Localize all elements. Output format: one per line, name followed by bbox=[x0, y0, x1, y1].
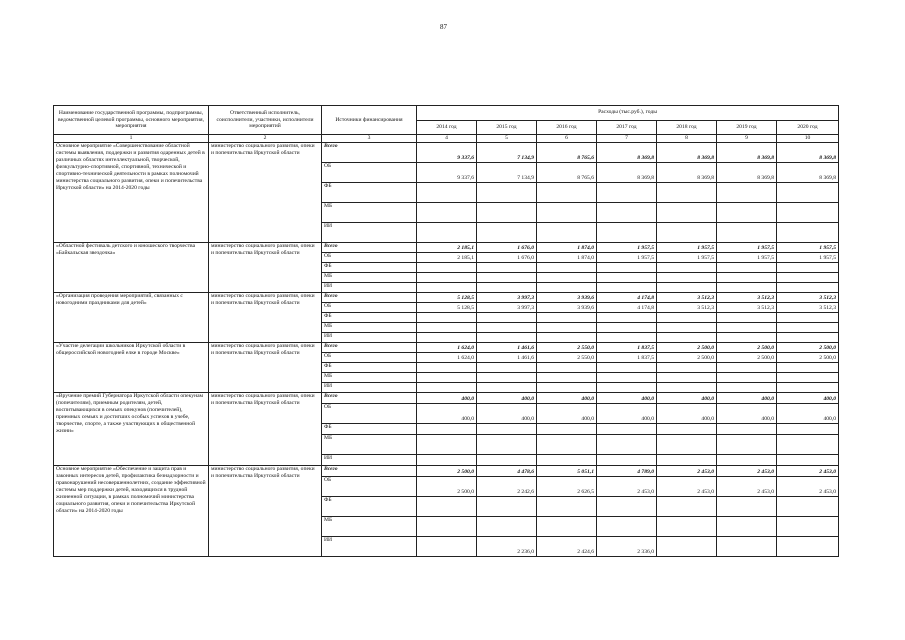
value-cell: 2 500,0 bbox=[417, 465, 477, 476]
value-cell bbox=[597, 362, 657, 372]
value-cell bbox=[717, 322, 777, 332]
value-cell: 2 453,0 bbox=[717, 476, 777, 496]
value-cell: 1 837,5 bbox=[597, 342, 657, 352]
column-number: 7 bbox=[597, 135, 657, 143]
value-cell: 1 957,5 bbox=[777, 242, 839, 252]
value-cell: 2 336,0 bbox=[597, 536, 657, 556]
value-cell: 1 874,0 bbox=[537, 252, 597, 262]
value-cell: 2 500,0 bbox=[717, 352, 777, 362]
value-cell: 2 550,0 bbox=[537, 342, 597, 352]
value-cell: 400,0 bbox=[537, 403, 597, 423]
value-cell bbox=[537, 322, 597, 332]
value-cell bbox=[417, 312, 477, 322]
value-cell: 3 512,3 bbox=[777, 302, 839, 312]
value-cell bbox=[777, 536, 839, 556]
value-cell: 8 369,8 bbox=[717, 162, 777, 182]
value-cell: 5 128,5 bbox=[417, 302, 477, 312]
year-header: 2020 год bbox=[777, 120, 839, 135]
funding-source: МБ bbox=[322, 372, 417, 382]
value-cell bbox=[537, 202, 597, 222]
header-name: Наименование государственной программы, подпрограммы, ведомственной целевой программы, основного мероприятия, мероприятия bbox=[54, 106, 209, 135]
column-number: 10 bbox=[777, 135, 839, 143]
value-cell: 2 500,0 bbox=[777, 342, 839, 352]
value-cell bbox=[477, 454, 537, 465]
value-cell bbox=[417, 202, 477, 222]
value-cell: 1 461,6 bbox=[477, 342, 537, 352]
value-cell: 400,0 bbox=[717, 403, 777, 423]
value-cell bbox=[717, 282, 777, 292]
value-cell bbox=[477, 516, 537, 536]
value-cell bbox=[537, 496, 597, 516]
value-cell bbox=[477, 372, 537, 382]
value-cell bbox=[477, 312, 537, 322]
value-cell bbox=[417, 372, 477, 382]
value-cell bbox=[597, 262, 657, 272]
value-cell bbox=[777, 322, 839, 332]
funding-source: Всего bbox=[322, 465, 417, 476]
value-cell: 2 550,0 bbox=[537, 352, 597, 362]
value-cell bbox=[657, 222, 717, 242]
value-cell bbox=[657, 312, 717, 322]
funding-source: ИИ bbox=[322, 454, 417, 465]
value-cell: 1 624,0 bbox=[417, 342, 477, 352]
value-cell bbox=[717, 423, 777, 434]
value-cell bbox=[597, 434, 657, 454]
value-cell bbox=[777, 282, 839, 292]
value-cell: 1 624,0 bbox=[417, 352, 477, 362]
funding-source: Всего bbox=[322, 242, 417, 252]
table-row bbox=[54, 342, 839, 352]
value-cell bbox=[537, 222, 597, 242]
value-cell bbox=[717, 262, 777, 272]
funding-source: Всего bbox=[322, 342, 417, 352]
value-cell bbox=[537, 262, 597, 272]
funding-source: ФБ bbox=[322, 423, 417, 434]
value-cell bbox=[597, 516, 657, 536]
value-cell bbox=[717, 496, 777, 516]
value-cell: 3 512,3 bbox=[657, 292, 717, 302]
value-cell bbox=[717, 516, 777, 536]
value-cell bbox=[717, 222, 777, 242]
value-cell bbox=[777, 372, 839, 382]
value-cell bbox=[477, 202, 537, 222]
value-cell: 1 676,0 bbox=[477, 252, 537, 262]
value-cell: 400,0 bbox=[477, 403, 537, 423]
value-cell bbox=[477, 332, 537, 342]
value-cell bbox=[777, 496, 839, 516]
value-cell bbox=[657, 332, 717, 342]
value-cell: 400,0 bbox=[537, 392, 597, 403]
funding-source: МБ bbox=[322, 516, 417, 536]
value-cell: 2 500,0 bbox=[777, 352, 839, 362]
measure-name: «Областной фестиваль детского и юношеского творчества «Байкальская звездочка» bbox=[54, 242, 209, 292]
value-cell: 400,0 bbox=[417, 392, 477, 403]
value-cell: 4 174,8 bbox=[597, 292, 657, 302]
value-cell: 1 957,5 bbox=[657, 252, 717, 262]
table-row bbox=[54, 292, 839, 302]
value-cell: 3 939,6 bbox=[537, 302, 597, 312]
year-header: 2017 год bbox=[597, 120, 657, 135]
value-cell bbox=[537, 454, 597, 465]
funding-source: МБ bbox=[322, 434, 417, 454]
value-cell bbox=[597, 322, 657, 332]
value-cell: 3 997,3 bbox=[477, 302, 537, 312]
value-cell bbox=[477, 182, 537, 202]
value-cell bbox=[477, 222, 537, 242]
value-cell: 1 837,5 bbox=[597, 352, 657, 362]
value-cell bbox=[777, 434, 839, 454]
value-cell: 7 134,9 bbox=[477, 162, 537, 182]
value-cell bbox=[717, 272, 777, 282]
value-cell bbox=[477, 362, 537, 372]
value-cell: 8 765,6 bbox=[537, 162, 597, 182]
value-cell: 400,0 bbox=[597, 392, 657, 403]
value-cell bbox=[417, 516, 477, 536]
value-cell: 8 765,6 bbox=[537, 142, 597, 162]
value-cell bbox=[597, 496, 657, 516]
value-cell: 8 369,8 bbox=[657, 162, 717, 182]
table-row bbox=[54, 465, 839, 476]
value-cell bbox=[777, 222, 839, 242]
value-cell: 3 512,3 bbox=[777, 292, 839, 302]
value-cell: 2 453,0 bbox=[717, 465, 777, 476]
value-cell: 2 500,0 bbox=[417, 476, 477, 496]
value-cell bbox=[537, 272, 597, 282]
value-cell: 1 957,5 bbox=[657, 242, 717, 252]
executor: министерство социального развития, опеки и попечительства Иркутской области bbox=[209, 342, 322, 392]
value-cell bbox=[537, 282, 597, 292]
value-cell: 400,0 bbox=[777, 403, 839, 423]
value-cell bbox=[597, 272, 657, 282]
value-cell bbox=[717, 312, 777, 322]
year-header: 2015 год bbox=[477, 120, 537, 135]
executor: министерство социального развития, опеки и попечительства Иркутской области bbox=[209, 242, 322, 292]
value-cell: 400,0 bbox=[417, 403, 477, 423]
column-number: 4 bbox=[417, 135, 477, 143]
page-number: 87 bbox=[440, 23, 447, 31]
value-cell bbox=[417, 362, 477, 372]
funding-source: ФБ bbox=[322, 496, 417, 516]
value-cell bbox=[477, 496, 537, 516]
value-cell: 2 500,0 bbox=[657, 342, 717, 352]
value-cell: 2 500,0 bbox=[657, 352, 717, 362]
value-cell: 9 337,6 bbox=[417, 162, 477, 182]
value-cell bbox=[477, 382, 537, 392]
funding-source: МБ bbox=[322, 202, 417, 222]
value-cell bbox=[777, 202, 839, 222]
funding-source: Всего bbox=[322, 392, 417, 403]
value-cell bbox=[597, 312, 657, 322]
value-cell: 8 369,8 bbox=[597, 162, 657, 182]
funding-source: ИИ bbox=[322, 222, 417, 242]
table-row bbox=[54, 142, 839, 162]
column-number: 2 bbox=[209, 135, 322, 143]
value-cell bbox=[537, 312, 597, 322]
value-cell bbox=[657, 372, 717, 382]
value-cell bbox=[657, 282, 717, 292]
value-cell: 1 461,6 bbox=[477, 352, 537, 362]
value-cell bbox=[597, 332, 657, 342]
value-cell bbox=[537, 423, 597, 434]
value-cell bbox=[537, 516, 597, 536]
value-cell bbox=[477, 272, 537, 282]
value-cell: 8 369,8 bbox=[657, 142, 717, 162]
value-cell: 1 957,5 bbox=[717, 242, 777, 252]
funding-source: ФБ bbox=[322, 312, 417, 322]
measure-name: Основное мероприятие «Совершенствование областной системы выявления, поддержки и развития одаренных детей в различных областях интеллектуальной, творческой, физкультурно-спортивной, спортивной, технической и спортивно-технической деятельности в рамках полномочий министерства социального развития, опеки и попечительства Иркутской области» на 2014-2020 годы bbox=[54, 142, 209, 242]
value-cell bbox=[537, 434, 597, 454]
value-cell: 8 369,8 bbox=[597, 142, 657, 162]
column-number: 3 bbox=[322, 135, 417, 143]
funding-source: ОБ bbox=[322, 403, 417, 423]
column-number: 5 bbox=[477, 135, 537, 143]
value-cell bbox=[657, 202, 717, 222]
value-cell bbox=[417, 496, 477, 516]
value-cell: 400,0 bbox=[477, 392, 537, 403]
value-cell: 2 185,1 bbox=[417, 252, 477, 262]
year-header: 2018 год bbox=[657, 120, 717, 135]
measure-name: «Организация проведения мероприятий, связанных с новогодними праздниками для детей» bbox=[54, 292, 209, 342]
funding-source: ФБ bbox=[322, 362, 417, 372]
value-cell: 1 957,5 bbox=[597, 242, 657, 252]
value-cell bbox=[597, 423, 657, 434]
value-cell bbox=[657, 536, 717, 556]
value-cell: 400,0 bbox=[657, 392, 717, 403]
value-cell bbox=[777, 423, 839, 434]
value-cell bbox=[477, 262, 537, 272]
value-cell bbox=[657, 454, 717, 465]
value-cell bbox=[477, 282, 537, 292]
value-cell: 3 512,3 bbox=[717, 302, 777, 312]
value-cell: 7 134,9 bbox=[477, 142, 537, 162]
value-cell bbox=[417, 434, 477, 454]
value-cell bbox=[717, 332, 777, 342]
funding-source: Всего bbox=[322, 142, 417, 162]
year-header: 2016 год bbox=[537, 120, 597, 135]
value-cell bbox=[657, 272, 717, 282]
value-cell: 400,0 bbox=[597, 403, 657, 423]
value-cell bbox=[777, 454, 839, 465]
value-cell: 2 500,0 bbox=[717, 342, 777, 352]
value-cell bbox=[597, 372, 657, 382]
value-cell: 1 957,5 bbox=[777, 252, 839, 262]
value-cell bbox=[657, 423, 717, 434]
value-cell bbox=[537, 332, 597, 342]
value-cell bbox=[597, 202, 657, 222]
funding-source: ИИ bbox=[322, 282, 417, 292]
measure-name: Основное мероприятие «Обеспечение и защита прав и законных интересов детей, профилактика безнадзорности и правонарушений несовершеннолетних, создание эффективной системы мер поддержки детей, находящихся в трудной жизненной ситуации, в рамках полномочий министерства социального развития, опеки и попечительства Иркутской области» на 2014-2020 годы bbox=[54, 465, 209, 556]
value-cell bbox=[537, 362, 597, 372]
value-cell bbox=[417, 382, 477, 392]
value-cell bbox=[657, 182, 717, 202]
column-number: 9 bbox=[717, 135, 777, 143]
executor: министерство социального развития, опеки и попечительства Иркутской области bbox=[209, 392, 322, 465]
funding-source: Всего bbox=[322, 292, 417, 302]
value-cell bbox=[717, 202, 777, 222]
value-cell bbox=[597, 282, 657, 292]
value-cell: 3 939,6 bbox=[537, 292, 597, 302]
value-cell bbox=[417, 423, 477, 434]
value-cell bbox=[717, 182, 777, 202]
column-number: 1 bbox=[54, 135, 209, 143]
value-cell bbox=[717, 382, 777, 392]
value-cell: 4 174,8 bbox=[597, 302, 657, 312]
header-executor: Ответственный исполнитель, соисполнители, участники, исполнители мероприятий bbox=[209, 106, 322, 135]
measure-name: «Участие делегации школьников Иркутской области в общероссийской новогодней елке в городе Москве» bbox=[54, 342, 209, 392]
value-cell: 1 957,5 bbox=[597, 252, 657, 262]
header-expenses: Расходы (тыс.руб.), годы bbox=[417, 106, 839, 121]
value-cell: 2 453,0 bbox=[657, 476, 717, 496]
value-cell bbox=[777, 262, 839, 272]
executor: министерство социального развития, опеки и попечительства Иркутской области bbox=[209, 292, 322, 342]
value-cell: 4 789,0 bbox=[597, 465, 657, 476]
value-cell bbox=[777, 382, 839, 392]
value-cell bbox=[417, 536, 477, 556]
value-cell bbox=[657, 322, 717, 332]
value-cell bbox=[597, 182, 657, 202]
value-cell: 1 676,0 bbox=[477, 242, 537, 252]
value-cell bbox=[477, 423, 537, 434]
year-header: 2014 год bbox=[417, 120, 477, 135]
funding-source: ИИ bbox=[322, 332, 417, 342]
value-cell bbox=[417, 332, 477, 342]
measure-name: «Вручение премий Губернатора Иркутской области опекунам (попечителям), приемным родителям, детей, воспитывающихся в семьях опекунов (попечителей), приемных семьях и достигших особых успехов в учебе, творчестве, спорте, а также участвующих в общественной жизни» bbox=[54, 392, 209, 465]
value-cell: 9 337,6 bbox=[417, 142, 477, 162]
funding-source: ФБ bbox=[322, 182, 417, 202]
value-cell bbox=[657, 496, 717, 516]
value-cell bbox=[417, 262, 477, 272]
value-cell: 5 128,5 bbox=[417, 292, 477, 302]
value-cell bbox=[417, 182, 477, 202]
value-cell bbox=[417, 222, 477, 242]
value-cell: 400,0 bbox=[777, 392, 839, 403]
value-cell: 8 369,8 bbox=[777, 142, 839, 162]
funding-source: ОБ bbox=[322, 302, 417, 312]
funding-source: ИИ bbox=[322, 536, 417, 556]
value-cell bbox=[717, 362, 777, 372]
funding-source: ОБ bbox=[322, 252, 417, 262]
value-cell bbox=[477, 434, 537, 454]
value-cell bbox=[417, 454, 477, 465]
value-cell bbox=[537, 182, 597, 202]
table-row bbox=[54, 392, 839, 403]
value-cell: 5 051,1 bbox=[537, 465, 597, 476]
value-cell bbox=[777, 362, 839, 372]
value-cell bbox=[717, 536, 777, 556]
column-number: 6 bbox=[537, 135, 597, 143]
value-cell bbox=[777, 516, 839, 536]
funding-source: МБ bbox=[322, 322, 417, 332]
value-cell bbox=[777, 312, 839, 322]
table-row bbox=[54, 242, 839, 252]
value-cell: 400,0 bbox=[717, 392, 777, 403]
executor: министерство социального развития, опеки и попечительства Иркутской области bbox=[209, 465, 322, 556]
value-cell bbox=[777, 332, 839, 342]
header-source: Источники финансирования bbox=[322, 106, 417, 135]
funding-source: ФБ bbox=[322, 262, 417, 272]
funding-source: ОБ bbox=[322, 352, 417, 362]
value-cell bbox=[537, 372, 597, 382]
funding-source: ИИ bbox=[322, 382, 417, 392]
value-cell bbox=[657, 516, 717, 536]
value-cell bbox=[657, 362, 717, 372]
value-cell bbox=[417, 282, 477, 292]
value-cell: 1 874,0 bbox=[537, 242, 597, 252]
value-cell bbox=[597, 454, 657, 465]
value-cell bbox=[657, 382, 717, 392]
value-cell: 2 185,1 bbox=[417, 242, 477, 252]
value-cell: 2 453,0 bbox=[777, 476, 839, 496]
value-cell: 2 242,6 bbox=[477, 476, 537, 496]
value-cell: 2 453,0 bbox=[777, 465, 839, 476]
value-cell bbox=[657, 434, 717, 454]
value-cell: 4 478,6 bbox=[477, 465, 537, 476]
value-cell bbox=[417, 322, 477, 332]
value-cell bbox=[477, 322, 537, 332]
value-cell bbox=[717, 434, 777, 454]
funding-source: ОБ bbox=[322, 476, 417, 496]
value-cell: 400,0 bbox=[657, 403, 717, 423]
value-cell: 3 512,3 bbox=[657, 302, 717, 312]
value-cell bbox=[597, 222, 657, 242]
column-number: 8 bbox=[657, 135, 717, 143]
value-cell: 2 236,0 bbox=[477, 536, 537, 556]
budget-table bbox=[53, 105, 839, 557]
value-cell: 3 512,3 bbox=[717, 292, 777, 302]
value-cell: 1 957,5 bbox=[717, 252, 777, 262]
value-cell bbox=[777, 182, 839, 202]
value-cell bbox=[717, 454, 777, 465]
value-cell: 8 369,8 bbox=[717, 142, 777, 162]
value-cell: 2 453,0 bbox=[657, 465, 717, 476]
value-cell: 8 369,8 bbox=[777, 162, 839, 182]
value-cell bbox=[417, 272, 477, 282]
funding-source: ОБ bbox=[322, 162, 417, 182]
value-cell bbox=[777, 272, 839, 282]
value-cell: 3 997,3 bbox=[477, 292, 537, 302]
funding-source: МБ bbox=[322, 272, 417, 282]
executor: министерство социального развития, опеки и попечительства Иркутской области bbox=[209, 142, 322, 242]
value-cell bbox=[537, 382, 597, 392]
value-cell bbox=[657, 262, 717, 272]
year-header: 2019 год bbox=[717, 120, 777, 135]
value-cell: 2 626,5 bbox=[537, 476, 597, 496]
value-cell: 2 453,0 bbox=[597, 476, 657, 496]
value-cell bbox=[597, 382, 657, 392]
value-cell bbox=[717, 372, 777, 382]
value-cell: 2 424,6 bbox=[537, 536, 597, 556]
